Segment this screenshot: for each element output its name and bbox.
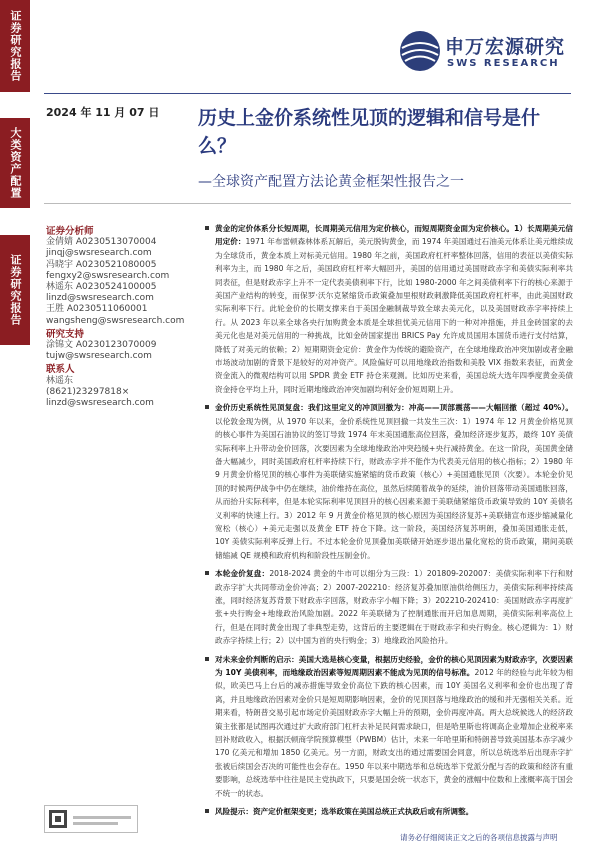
analyst-panel bbox=[46, 224, 196, 409]
brand-logo bbox=[397, 22, 567, 82]
analyst-name: 冯晓宇 A0230521080005 bbox=[46, 259, 157, 270]
report-title: 历史上金价系统性见顶的逻辑和信号是什么？ bbox=[198, 107, 541, 157]
paragraph-lead: 对未来金价判断的启示：美国大选是核心变量，根据历史经验，金价的核心见顶因素为财政赤字，次要因素为 10Y 美债利率，而地缘政治因素等短周期因素不能成为见顶的信号标准。 bbox=[215, 654, 573, 677]
report-summary bbox=[205, 222, 573, 823]
qr-code-frame bbox=[44, 805, 138, 833]
analyst-email[interactable]: wangsheng@swsresearch.com bbox=[46, 315, 185, 326]
analyst-email[interactable]: jinqj@swsresearch.com bbox=[46, 248, 152, 259]
title-divider bbox=[44, 203, 571, 204]
contact-email[interactable]: linzd@swsresearch.com bbox=[46, 398, 154, 409]
header-divider bbox=[44, 93, 571, 94]
analyst-name: 王胜 A0230511060001 bbox=[46, 304, 148, 315]
contact-name: 林遥东 bbox=[46, 375, 74, 386]
bullet-icon bbox=[205, 405, 209, 409]
summary-paragraph bbox=[205, 222, 573, 396]
analyst-name: 金倩婧 A0230513070004 bbox=[46, 237, 157, 248]
logo-globe-icon bbox=[397, 28, 443, 74]
report-subtitle: —全球资产配置方法论黄金框架性报告之一 bbox=[198, 174, 464, 190]
paragraph-lead: 本轮金价复盘： bbox=[215, 569, 270, 579]
sidebar bbox=[0, 0, 44, 841]
analyst-name: 林遥东 A0230524100005 bbox=[46, 282, 157, 293]
summary-paragraph bbox=[205, 805, 573, 818]
sidebar-tag-report: 证券研究报告 bbox=[0, 0, 30, 92]
assistant-name: 涂锦文 A0230123070009 bbox=[46, 340, 157, 351]
bullet-icon bbox=[205, 809, 209, 813]
paragraph-text: 以伦敦金现为例，从 1970 年以来，金价系统性见顶回撤一共发生三次：1）1974 年 12 月黄金价格见顶的核心事件为美国石油协议的签订导致 1974 年末美国通胀高位回落，叠加经济逐步复苏，最终 10Y 美债实际利率上升带动金价回落，次要因素为全球地缘政治冲突趋缓+央行减持黄金。在这一阶段，美国黄金储备大幅减少，同时美国政府杠杆率持续下行，财政赤字并不能作为代表美元信用的核心指标；2）1980 年 9 月黄金价格见顶的核心事件为美联储实施紧缩的货币政策（核心）+美国通胀见顶（次要）。本轮金价见顶的时候两伊战争中仍在继续，油价维持在高位，虽然后续随着战争的延续，油价回落带动美国通胀回落，从而抬升实际利率，但是本轮实际利率见顶回升的核心因素来源于美联储紧缩货币政策导致的 10Y 美债名义利率的快速上行。3）2012 年 9 月黄金价格见顶的核心原因为美国经济复苏+美联储宣布逐步缩减量化宽松（核心）+美元走强以及黄金 ETF 持仓下降。这一阶段，美国经济复苏明朗，叠加美国通胀走低，10Y 美债实际利率反弹上行。不过本轮金价见顶叠加美联储开始逐步退出量化宽松的货币政策，期间美联储缩减 QE 规模和政府机构和阶段性压制金价。 bbox=[215, 416, 573, 560]
analyst-email[interactable]: fengxy2@swsresearch.com bbox=[46, 270, 170, 281]
paragraph-text: 1971 年布雷顿森林体系瓦解后，美元脱钩黄金，而 1974 年美国通过石油美元体系让美元维续成为全球货币，黄金本质上对标美元信用。1980 年之前，美国政府杠杆率整体回落，信用的表征以美债实际利率为主，而 1980 年之后，美国政府杠杆率大幅回升，美国的信用通过美国财政赤字和美债实际利率共同表征，但是财政赤字上升不一定代表美债利率下行，比如 1980-2000 年之间美债利率下行的核心来源于美国产业结构的转变，而保罗·沃尔克紧缩货币政策叠加里根财政刺激降低美国政府杠杆率，由此美国财政实际利率下行。此轮金价的长期支撑来自于美国金融制裁导致全球去美元化，以及美国财政赤字率持续上行。从 2023 年以来全球各央行加购黄金本质是全球担忧美元信用下的一种对冲措施，并且金砖国家的去美元化也是对美元信用的一种挑战，比如金砖国家提出 BRICS Pay 允许成员国用本国货币进行支付结算，降低了对美元的依赖；2）短期期资金定价：黄金作为传统的避险资产，在全球地缘政治冲突加剧或者金融市场波动加剧的背景下是较好的对冲资产。风险偏好可以用地缘政治指数和美股 VIX 指数来表征，而黄金资金流入的微观结构可以用 SPDR 黄金 ETF 持仓来观测。比如历史来看，美国总统大选年四季度黄金美债资金持仓平均上升，同时近期地缘政治冲突加剧均利好金价短周期上升。 bbox=[215, 237, 574, 394]
sidebar-tag-category: 大类资产配置 bbox=[0, 118, 30, 208]
summary-paragraph bbox=[205, 567, 573, 647]
bullet-icon bbox=[205, 571, 209, 575]
qr-code-icon bbox=[45, 806, 137, 832]
logo-text-cn: 申万宏源研究 bbox=[445, 36, 566, 58]
paragraph-text: 2018-2024 黄金的牛市可以细分为三段：1）201809-202007：美债实际利率下行和财政赤字扩大共同带动金价冲高；2）2007-202210：经济复苏叠加原油供给侧压力，美债实际利率持续高涨，同时经济复苏背景下财政赤字回落，财政赤字小幅下降；3）202210-202410：美国财政赤字再度扩张+央行购金+地缘政治风险加剧。2022 年美联储为了控制通胀而开启加息周期，美债实际利率高位上行，但是在同时黄金出现了非典型走势，这背后的主要逻辑在于财政赤字和央行购金。核心逻辑为：1）财政赤字持续上行；2）以中国为首的央行购金；3）地缘政治风险抬升。 bbox=[215, 569, 574, 646]
contact-heading: 联系人 bbox=[46, 364, 75, 376]
paragraph-text: 2012 年的经验与此年较为相似，欧美巴马上台后的减赤措施导致金价高位下跌的核心因素，而 10Y 美国名义利率和金价也出现了背离，并且地缘政治因素对金价只是短周期影响因素，金价的见顶回落与地缘政治的缓和并无强相关关系。近期来看，特朗普交易引起市场定价美国财政赤字大幅上升的预期，金价再度冲高。两大总统候选人的经济政策主张都是试图再次通过扩大政府部门杠杆去补足民间需求缺口，但是哈里斯也将调高企业增加企业税率来回补财政收入，根据沃顿商学院预算模型（PWBM）估计，未来一年哈里斯和特朗普导致美国基本赤字减少 170 亿美元和增加 1850 亿美元。另一方面，财政支出的通过需要国会同意，所以总统选举后出现赤字扩张被后续国会否决的可能性也会存在。1950 年以来中期选举和总统选举下党派分配与否的政策和经济有重要影响，总统选举中往往是民主党执政下，只要是国会统一状态下，黄金的涨幅中位数和上涨概率高于国会不统一的状态。 bbox=[215, 668, 573, 798]
summary-paragraph bbox=[205, 401, 573, 562]
summary-paragraph bbox=[205, 653, 573, 800]
assistant-heading: 研究支持 bbox=[46, 328, 85, 340]
paragraph-lead: 黄金的定价体系分长短周期，长周期美元信用为定价核心，而短周期资金面为定价核心。1）长周期美元信用定价： bbox=[215, 224, 573, 247]
disclaimer-note: 请务必仔细阅读正文之后的各项信息披露与声明 bbox=[400, 833, 558, 842]
bullet-icon bbox=[205, 226, 209, 230]
logo-text-en: SWS RESEARCH bbox=[447, 58, 560, 69]
report-date: 2024 年 11 月 07 日 bbox=[46, 106, 160, 119]
risk-warning: 风险提示：资产定价框架变更；选举政策在美国总统正式执政后或有所调整。 bbox=[215, 807, 474, 817]
contact-phone: (8621)23297818× bbox=[46, 386, 130, 397]
analyst-heading: 证券分析师 bbox=[46, 226, 94, 237]
paragraph-lead: 金价历史系统性见顶复盘：我们这里定义的冲顶回撤为：冲高——顶部震荡——大幅回撤（超过 40%）。 bbox=[215, 403, 573, 413]
assistant-email[interactable]: tujw@swsresearch.com bbox=[46, 351, 152, 362]
sidebar-tag-report-2: 证券研究报告 bbox=[0, 235, 30, 345]
analyst-email[interactable]: linzd@swsresearch.com bbox=[46, 293, 154, 304]
bullet-icon bbox=[205, 657, 209, 661]
